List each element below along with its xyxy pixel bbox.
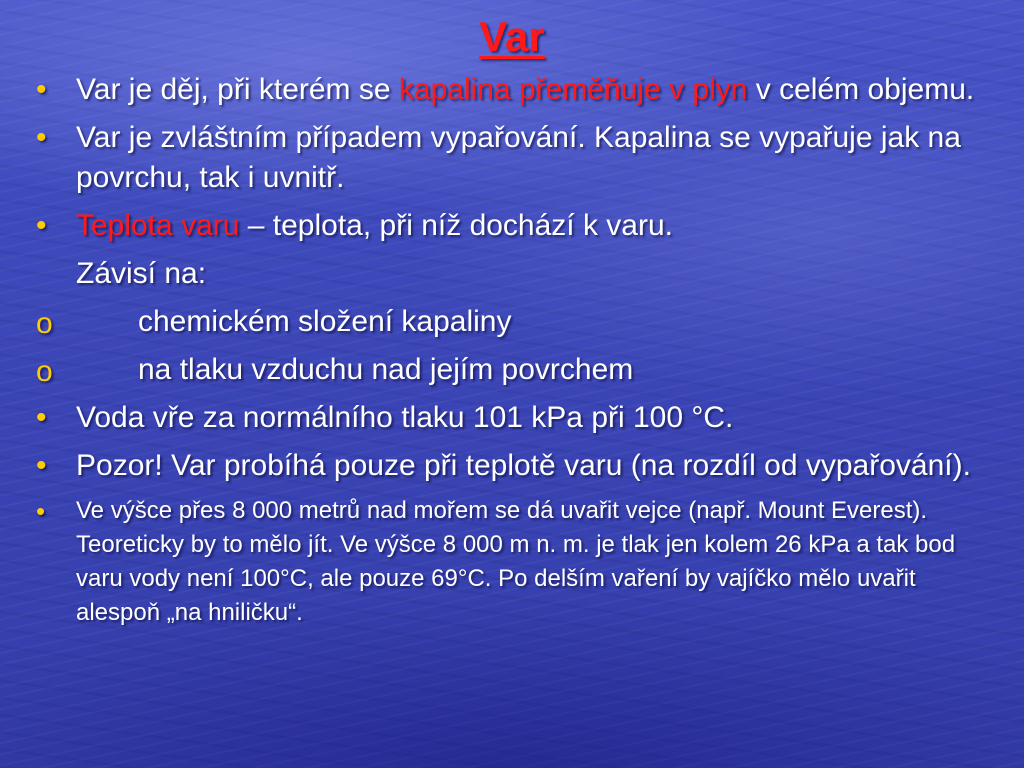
bullet-item-water-boils: [28, 398, 996, 438]
bullet-item-special-case: [28, 118, 996, 198]
bullet-icon: •: [36, 401, 47, 434]
bullet-item-everest: [28, 494, 996, 630]
bullet-item-definition: [28, 70, 996, 110]
warning-text: Pozor! Var probíhá pouze při teplotě varu (na rozdíl od vypařování).: [76, 449, 971, 482]
slide-content: [28, 70, 996, 638]
slide-title: Var: [479, 13, 545, 60]
definition-text-end: v celém objemu.: [747, 73, 975, 106]
bullet-icon: •: [36, 73, 47, 106]
bullet-icon: •: [36, 496, 46, 526]
everest-text: Ve výšce přes 8 000 metrů nad mořem se dá uvařit vejce (např. Mount Everest). Teoreticky by to mělo jít. Ve výšce 8 000 m n. m. je tlak jen kolem 26 kPa a tak bod varu vody není 100°C, ale pouze 69°C. Po delším vaření by vajíčko mělo uvařit alespoň „na hniličku“.: [76, 497, 956, 626]
sub-item-chemical-composition: [28, 302, 996, 342]
definition-text-start: Var je děj, při kterém se: [76, 73, 399, 106]
boiling-point-term: Teplota varu: [76, 209, 240, 242]
sub-item-air-pressure: [28, 350, 996, 390]
sub-item-text: chemickém složení kapaliny: [138, 305, 512, 338]
circle-bullet-icon: o: [36, 355, 53, 388]
circle-bullet-icon: o: [36, 307, 53, 340]
water-boils-text: Voda vře za normálního tlaku 101 kPa při 100 °C.: [76, 401, 734, 434]
special-case-text: Var je zvláštním případem vypařování. Kapalina se vypařuje jak na povrchu, tak i uvnitř.: [76, 121, 961, 194]
bullet-icon: •: [36, 449, 47, 482]
bullet-icon: •: [36, 209, 47, 242]
bullet-item-warning: [28, 446, 996, 486]
sub-item-text: na tlaku vzduchu nad jejím povrchem: [138, 353, 634, 386]
definition-highlight: kapalina přeměňuje v plyn: [398, 73, 748, 106]
depends-on-label: Závisí na:: [76, 257, 207, 290]
bullet-item-boiling-point: [28, 206, 996, 246]
bullet-icon: •: [36, 121, 47, 154]
boiling-point-definition: – teplota, při níž dochází k varu.: [239, 209, 674, 242]
